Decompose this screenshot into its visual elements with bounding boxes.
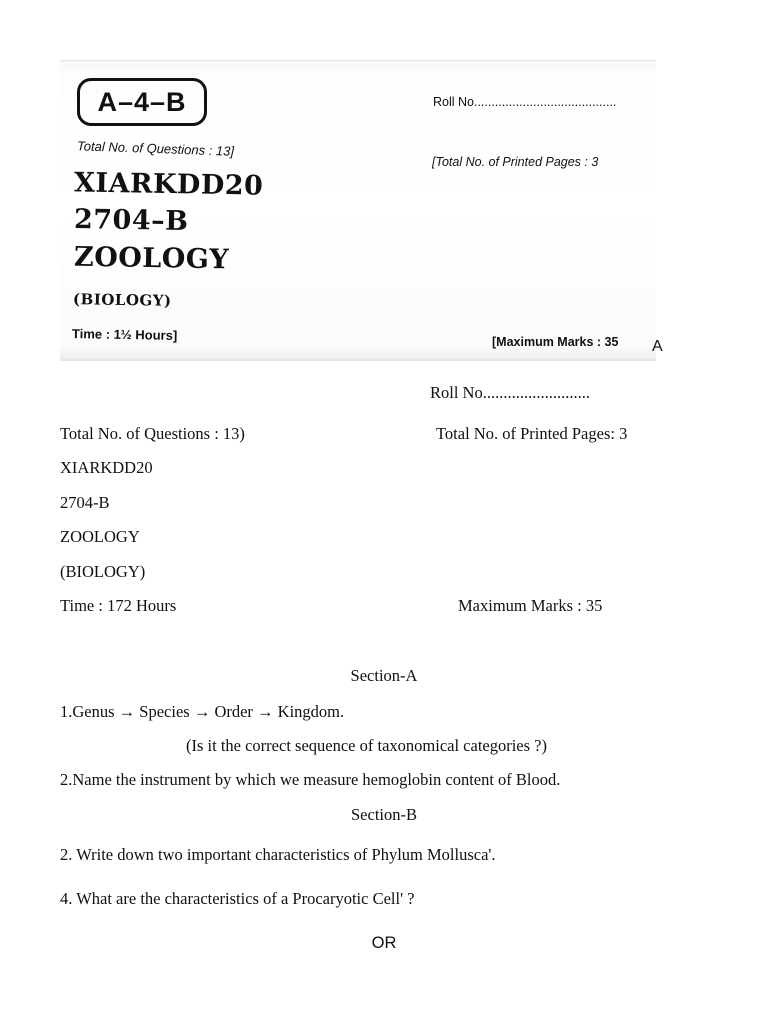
question-1: 1.Genus → Species → Order → Kingdom. [60, 702, 345, 721]
scan-subtitle: (BIOLOGY) [72, 290, 172, 310]
maximum-marks: Maximum Marks : 35 [458, 596, 603, 615]
question-1-note: (Is it the correct sequence of taxonomical categories ?) [186, 736, 547, 755]
question-3: 2. Write down two important characteristics of Phylum Mollusca'. [60, 845, 496, 864]
question-2: 2.Name the instrument by which we measure hemoglobin content of Blood. [60, 770, 561, 789]
printed-pages: Total No. of Printed Pages: 3 [436, 424, 628, 443]
roll-no-line: Roll No.......................... [430, 383, 590, 402]
scan-printed-pages: [Total No. of Printed Pages : 3 [432, 155, 599, 169]
scan-paper-number: 2704–B [73, 204, 189, 237]
paper-number: 2704-B [60, 493, 110, 512]
subject-subtitle: (BIOLOGY) [60, 562, 146, 581]
exam-time: Time : 172 Hours [60, 596, 177, 615]
scanned-header-image [60, 60, 656, 361]
section-a-heading: Section-A [350, 666, 418, 685]
total-questions: Total No. of Questions : 13) [60, 424, 245, 443]
section-b-heading: Section-B [351, 805, 417, 824]
scan-time: Time : 1½ Hours] [71, 326, 178, 343]
stray-letter-mark: A [652, 338, 663, 355]
paper-set-code-box: A–4–B [77, 78, 207, 126]
question-4: 4. What are the characteristics of a Procaryotic Cell' ? [60, 889, 415, 908]
subject-title: ZOOLOGY [60, 527, 140, 546]
scan-paper-code: XIARKDD20 [73, 167, 264, 202]
scan-subject: ZOOLOGY [73, 241, 230, 276]
scan-roll-no: Roll No......................................... [433, 95, 617, 109]
scan-max-marks: [Maximum Marks : 35 [492, 335, 619, 349]
or-separator: OR [371, 934, 397, 952]
scan-total-questions: Total No. of Questions : 13] [76, 138, 235, 159]
paper-code: XIARKDD20 [60, 458, 153, 477]
